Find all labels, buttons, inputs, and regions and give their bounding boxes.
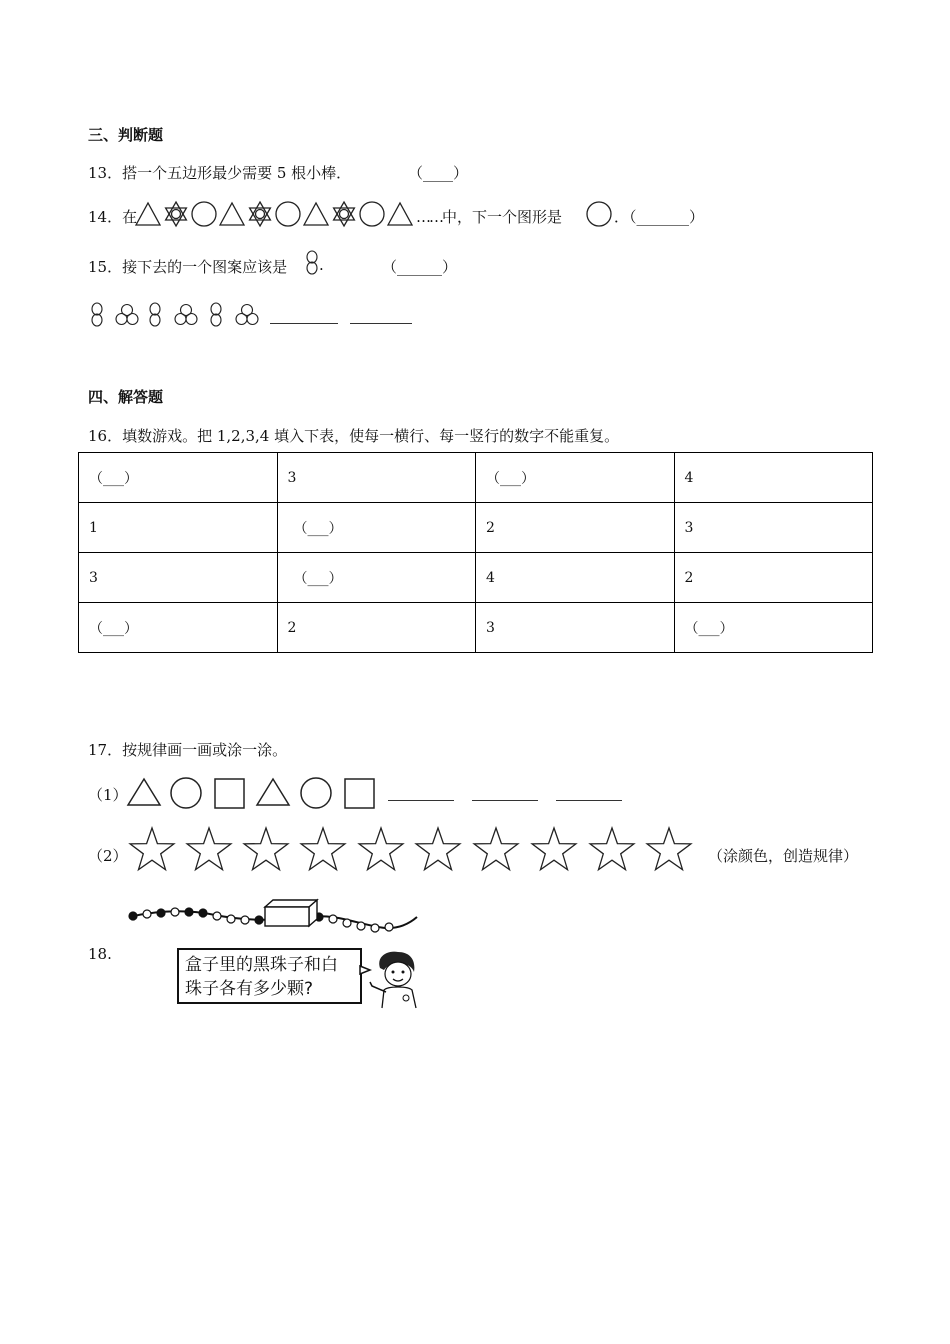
question-15	[88, 256, 287, 277]
q15-pattern-sequence	[88, 302, 268, 332]
white-bead	[371, 924, 379, 932]
q15-number: 15．	[88, 258, 123, 276]
q17-text: 17．按规律画一画或涂一涂。	[88, 741, 288, 759]
black-bead	[129, 912, 137, 920]
circle-icon	[360, 202, 384, 226]
bubble-line-1: 盒子里的黑珠子和白	[185, 955, 338, 975]
question-13	[88, 162, 351, 183]
grid-cell[interactable]: （___）	[674, 603, 873, 653]
bead-string-with-box	[125, 895, 420, 945]
q14-period: ．	[614, 208, 630, 226]
star-icon	[590, 828, 634, 870]
square-icon	[215, 779, 244, 808]
q17-blank-line-2[interactable]	[472, 800, 538, 801]
white-bead	[357, 922, 365, 930]
table-row	[79, 453, 873, 503]
star-of-david-icon	[334, 202, 355, 226]
q17-part1-shapes	[126, 776, 376, 812]
triangle-icon	[304, 203, 328, 225]
star-of-david-icon	[166, 202, 187, 226]
grid-cell[interactable]: （___）	[476, 453, 675, 503]
q17-blank-line-3[interactable]	[556, 800, 622, 801]
q17-blank-line-1[interactable]	[388, 800, 454, 801]
q14-prefix: 在	[122, 208, 138, 226]
q13-number: 13．	[88, 164, 123, 182]
q15-answer-blank[interactable]: （______）	[382, 258, 458, 276]
grid-cell: 3	[674, 503, 873, 553]
circle-icon	[171, 778, 201, 808]
q17-part2-stars	[124, 826, 699, 876]
q13-answer-blank[interactable]: （____）	[408, 164, 469, 182]
grid-cell[interactable]: （___）	[79, 603, 278, 653]
q15-blank-line-2[interactable]	[350, 323, 412, 324]
q13-text: 搭一个五边形最少需要 5 根小棒．	[122, 164, 352, 182]
star-icon	[416, 828, 460, 870]
grid-cell: 4	[674, 453, 873, 503]
grid-cell: 2	[674, 553, 873, 603]
q15-blank-line-1[interactable]	[270, 323, 338, 324]
white-bead	[143, 910, 151, 918]
grid-cell: 3	[277, 453, 476, 503]
star-of-david-icon	[250, 202, 271, 226]
q18-number: 18.	[88, 945, 112, 963]
star-icon	[474, 828, 518, 870]
star-icon	[532, 828, 576, 870]
triangle-icon	[136, 203, 160, 225]
grid-cell[interactable]: （___）	[277, 553, 476, 603]
q14-end-answer	[614, 206, 704, 227]
white-bead	[385, 923, 393, 931]
q16-text: 16．填数游戏。把 1,2,3,4 填入下表，使每一横行、每一竖行的数字不能重复。	[88, 427, 620, 445]
white-bead	[171, 908, 179, 916]
q14-shape-sequence	[135, 199, 455, 231]
bubble-line-2: 珠子各有多少颗?	[185, 979, 314, 999]
circle-icon	[192, 202, 216, 226]
q14-number-prefix	[88, 206, 137, 227]
grid-cell[interactable]: （___）	[277, 503, 476, 553]
white-bead	[227, 915, 235, 923]
q14-answer-blank[interactable]: （_______）	[629, 208, 705, 226]
q17-part2-note: （涂颜色，创造规律）	[708, 847, 859, 865]
triangle-icon	[220, 203, 244, 225]
black-bead	[185, 908, 193, 916]
figure-eight-icon	[150, 303, 160, 326]
black-bead	[199, 909, 207, 917]
triangle-icon	[128, 779, 160, 805]
star-icon	[301, 828, 345, 870]
section-4-title: 四、解答题	[88, 388, 164, 406]
q14-answer-circle-icon	[585, 200, 615, 230]
star-icon	[187, 828, 231, 870]
star-icon	[244, 828, 288, 870]
box-icon	[265, 900, 317, 926]
circle-icon	[276, 202, 300, 226]
q14-number: 14．	[88, 208, 123, 226]
trefoil-icon	[116, 305, 138, 325]
q15-period: .	[319, 256, 324, 274]
q17-part1-label: （1）	[88, 786, 128, 804]
child-character-illustration	[358, 948, 430, 1010]
q14-ellipsis: ……	[416, 208, 442, 226]
star-icon	[130, 828, 174, 870]
grid-cell: 4	[476, 553, 675, 603]
section-3-title: 三、判断题	[88, 126, 164, 144]
speech-bubble	[177, 948, 362, 1004]
grid-cell[interactable]: （___）	[79, 453, 278, 503]
star-icon	[359, 828, 403, 870]
white-bead	[213, 912, 221, 920]
triangle-icon	[388, 203, 412, 225]
figure-eight-icon	[92, 303, 102, 326]
grid-cell: 3	[476, 603, 675, 653]
white-bead	[241, 916, 249, 924]
circle-icon	[301, 778, 331, 808]
table-row	[79, 603, 873, 653]
grid-cell: 3	[79, 553, 278, 603]
white-bead	[343, 919, 351, 927]
black-bead	[157, 909, 165, 917]
grid-cell: 2	[476, 503, 675, 553]
table-row	[79, 553, 873, 603]
triangle-icon	[257, 779, 289, 805]
q15-text: 接下去的一个图案应该是	[122, 258, 288, 276]
grid-cell: 2	[277, 603, 476, 653]
white-bead	[329, 915, 337, 923]
q14-suffix-line	[416, 206, 562, 227]
star-icon	[647, 828, 691, 870]
trefoil-icon	[236, 305, 258, 325]
q16-number-grid	[78, 452, 873, 653]
figure-eight-icon	[211, 303, 221, 326]
q17-part2-label: （2）	[88, 847, 128, 865]
grid-cell: 1	[79, 503, 278, 553]
square-icon	[345, 779, 374, 808]
trefoil-icon	[175, 305, 197, 325]
black-bead	[255, 916, 263, 924]
table-row	[79, 503, 873, 553]
q14-suffix: 中，下一个图形是	[442, 208, 563, 226]
